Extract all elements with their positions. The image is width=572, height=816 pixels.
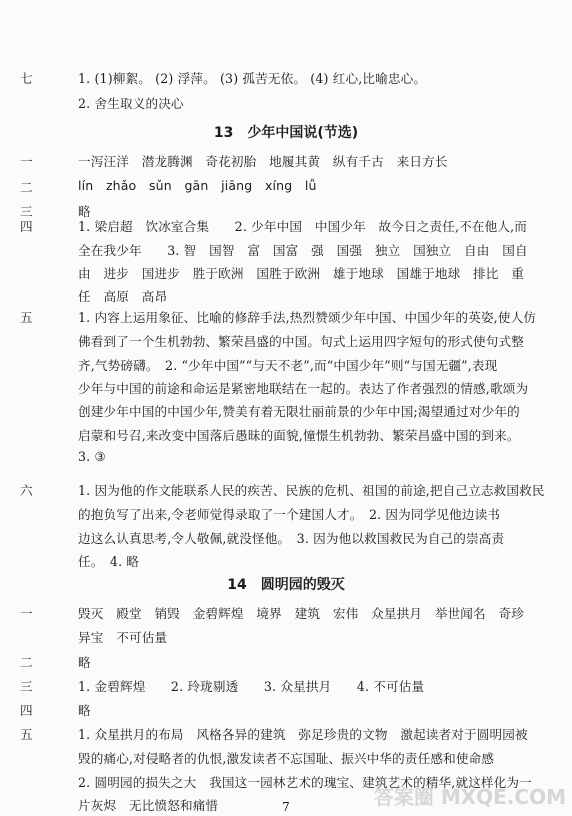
answer-line: 1. 内容上运用象征、比喻的修辞手法,热烈赞颂少年中国、中国少年的英姿,使人仿 bbox=[78, 310, 537, 325]
question-label: 二 bbox=[20, 180, 33, 195]
answer-line: 创建少年中国的中国少年,赞美有着无限壮丽前景的少年中国;渴望通过对少年的 bbox=[78, 404, 520, 419]
question-label: 一 bbox=[20, 154, 33, 169]
answer-line: 1. 因为他的作文能联系人民的疾苦、民族的危机、祖国的前途,把自己立志救国救民 bbox=[78, 483, 545, 498]
answer-line: 略 bbox=[78, 703, 91, 718]
answer-line: 启蒙和号召,来改变中国落后愚昧的面貌,憧憬生机勃勃、繁荣昌盛中国的到来。 bbox=[78, 428, 520, 443]
lesson-title: 13 少年中国说(节选) bbox=[213, 125, 359, 141]
question-label: 四 bbox=[20, 703, 33, 718]
answer-line: 2. 舍生取义的决心 bbox=[78, 96, 184, 111]
answer-line: 片灰烬 无比愤怒和痛惜 bbox=[78, 798, 219, 813]
answer-line: 1. 梁启超 饮冰室合集 2. 少年中国 中国少年 故今日之责任,不在他人,而 bbox=[78, 219, 528, 234]
answer-line: 1. (1)柳絮。 (2) 浮萍。 (3) 孤苦无依。 (4) 红心,比喻忠心。 bbox=[78, 71, 427, 86]
lesson-title: 14 圆明园的毁灭 bbox=[227, 577, 345, 593]
question-label: 五 bbox=[20, 727, 33, 742]
question-label: 一 bbox=[20, 606, 33, 621]
pinyin-answer: lín zhǎo sǔn gān jiāng xíng lǚ bbox=[78, 178, 317, 193]
answer-line: 2. 圆明园的损失之大 我国这一园林艺术的瑰宝、建筑艺术的精华,就这样化为一 bbox=[78, 775, 532, 790]
question-label: 三 bbox=[20, 679, 33, 694]
answer-line: 佛看到了一个生机勃勃、繁荣昌盛的中国。句式上运用四字短句的形式使句式整 bbox=[78, 334, 525, 349]
answer-line: 1. 众星拱月的布局 风格各异的建筑 弥足珍贵的文物 激起读者对于圆明园被 bbox=[78, 727, 528, 742]
question-label: 四 bbox=[20, 219, 33, 234]
answer-line: 齐,气势磅礴。 2. “少年中国”“与天不老”,而“中国少年”则“与国无疆”,表现 bbox=[78, 358, 498, 373]
answer-line: 边这么认真思考,令人敬佩,就没怪他。 3. 因为他以救国救民为自己的崇高责 bbox=[78, 531, 505, 546]
question-label: 五 bbox=[20, 310, 33, 325]
question-label: 二 bbox=[20, 655, 33, 670]
answer-line: 任。 4. 略 bbox=[78, 554, 140, 569]
answer-line: 1. 金碧辉煌 2. 玲珑剔透 3. 众星拱月 4. 不可估量 bbox=[78, 679, 425, 694]
answer-line: 任 高原 高昂 bbox=[78, 289, 168, 304]
answer-line: 毁灭 殿堂 销毁 金碧辉煌 境界 建筑 宏伟 众星拱月 举世闻名 奇珍 bbox=[78, 606, 525, 621]
answer-line: 略 bbox=[78, 204, 91, 219]
question-label: 三 bbox=[20, 204, 33, 219]
answer-line: 由 进步 国进步 胜于欧洲 国胜于欧洲 雄于地球 国雄于地球 排比 重 bbox=[78, 266, 525, 281]
watermark-logo: 答案圈 MXQE.COM bbox=[373, 785, 566, 809]
section-label: 七 bbox=[20, 71, 33, 86]
answer-line: 毁的痛心,对侵略者的仇恨,激发读者不忘国耻、振兴中华的责任感和使命感 bbox=[78, 751, 495, 766]
page-number: 7 bbox=[282, 800, 290, 814]
answer-line: 略 bbox=[78, 655, 91, 670]
answer-line: 异宝 不可估量 bbox=[78, 630, 168, 645]
answer-line: 一泻汪洋 潜龙腾渊 奇花初胎 地履其黄 纵有千古 来日方长 bbox=[78, 154, 448, 169]
question-label: 六 bbox=[20, 483, 33, 498]
answer-line: 的抱负写了出来,令老师觉得录取了一个建国人才。 2. 因为同学见他边读书 bbox=[78, 507, 501, 522]
answer-line: 全在我少年 3. 智 国智 富 国富 强 国强 独立 国独立 自由 国自 bbox=[78, 243, 528, 258]
answer-line: 3. ③ bbox=[78, 449, 106, 464]
answer-line: 少年与中国的前途和命运是紧密地联结在一起的。表达了作者强烈的情感,歌颂为 bbox=[78, 381, 529, 396]
